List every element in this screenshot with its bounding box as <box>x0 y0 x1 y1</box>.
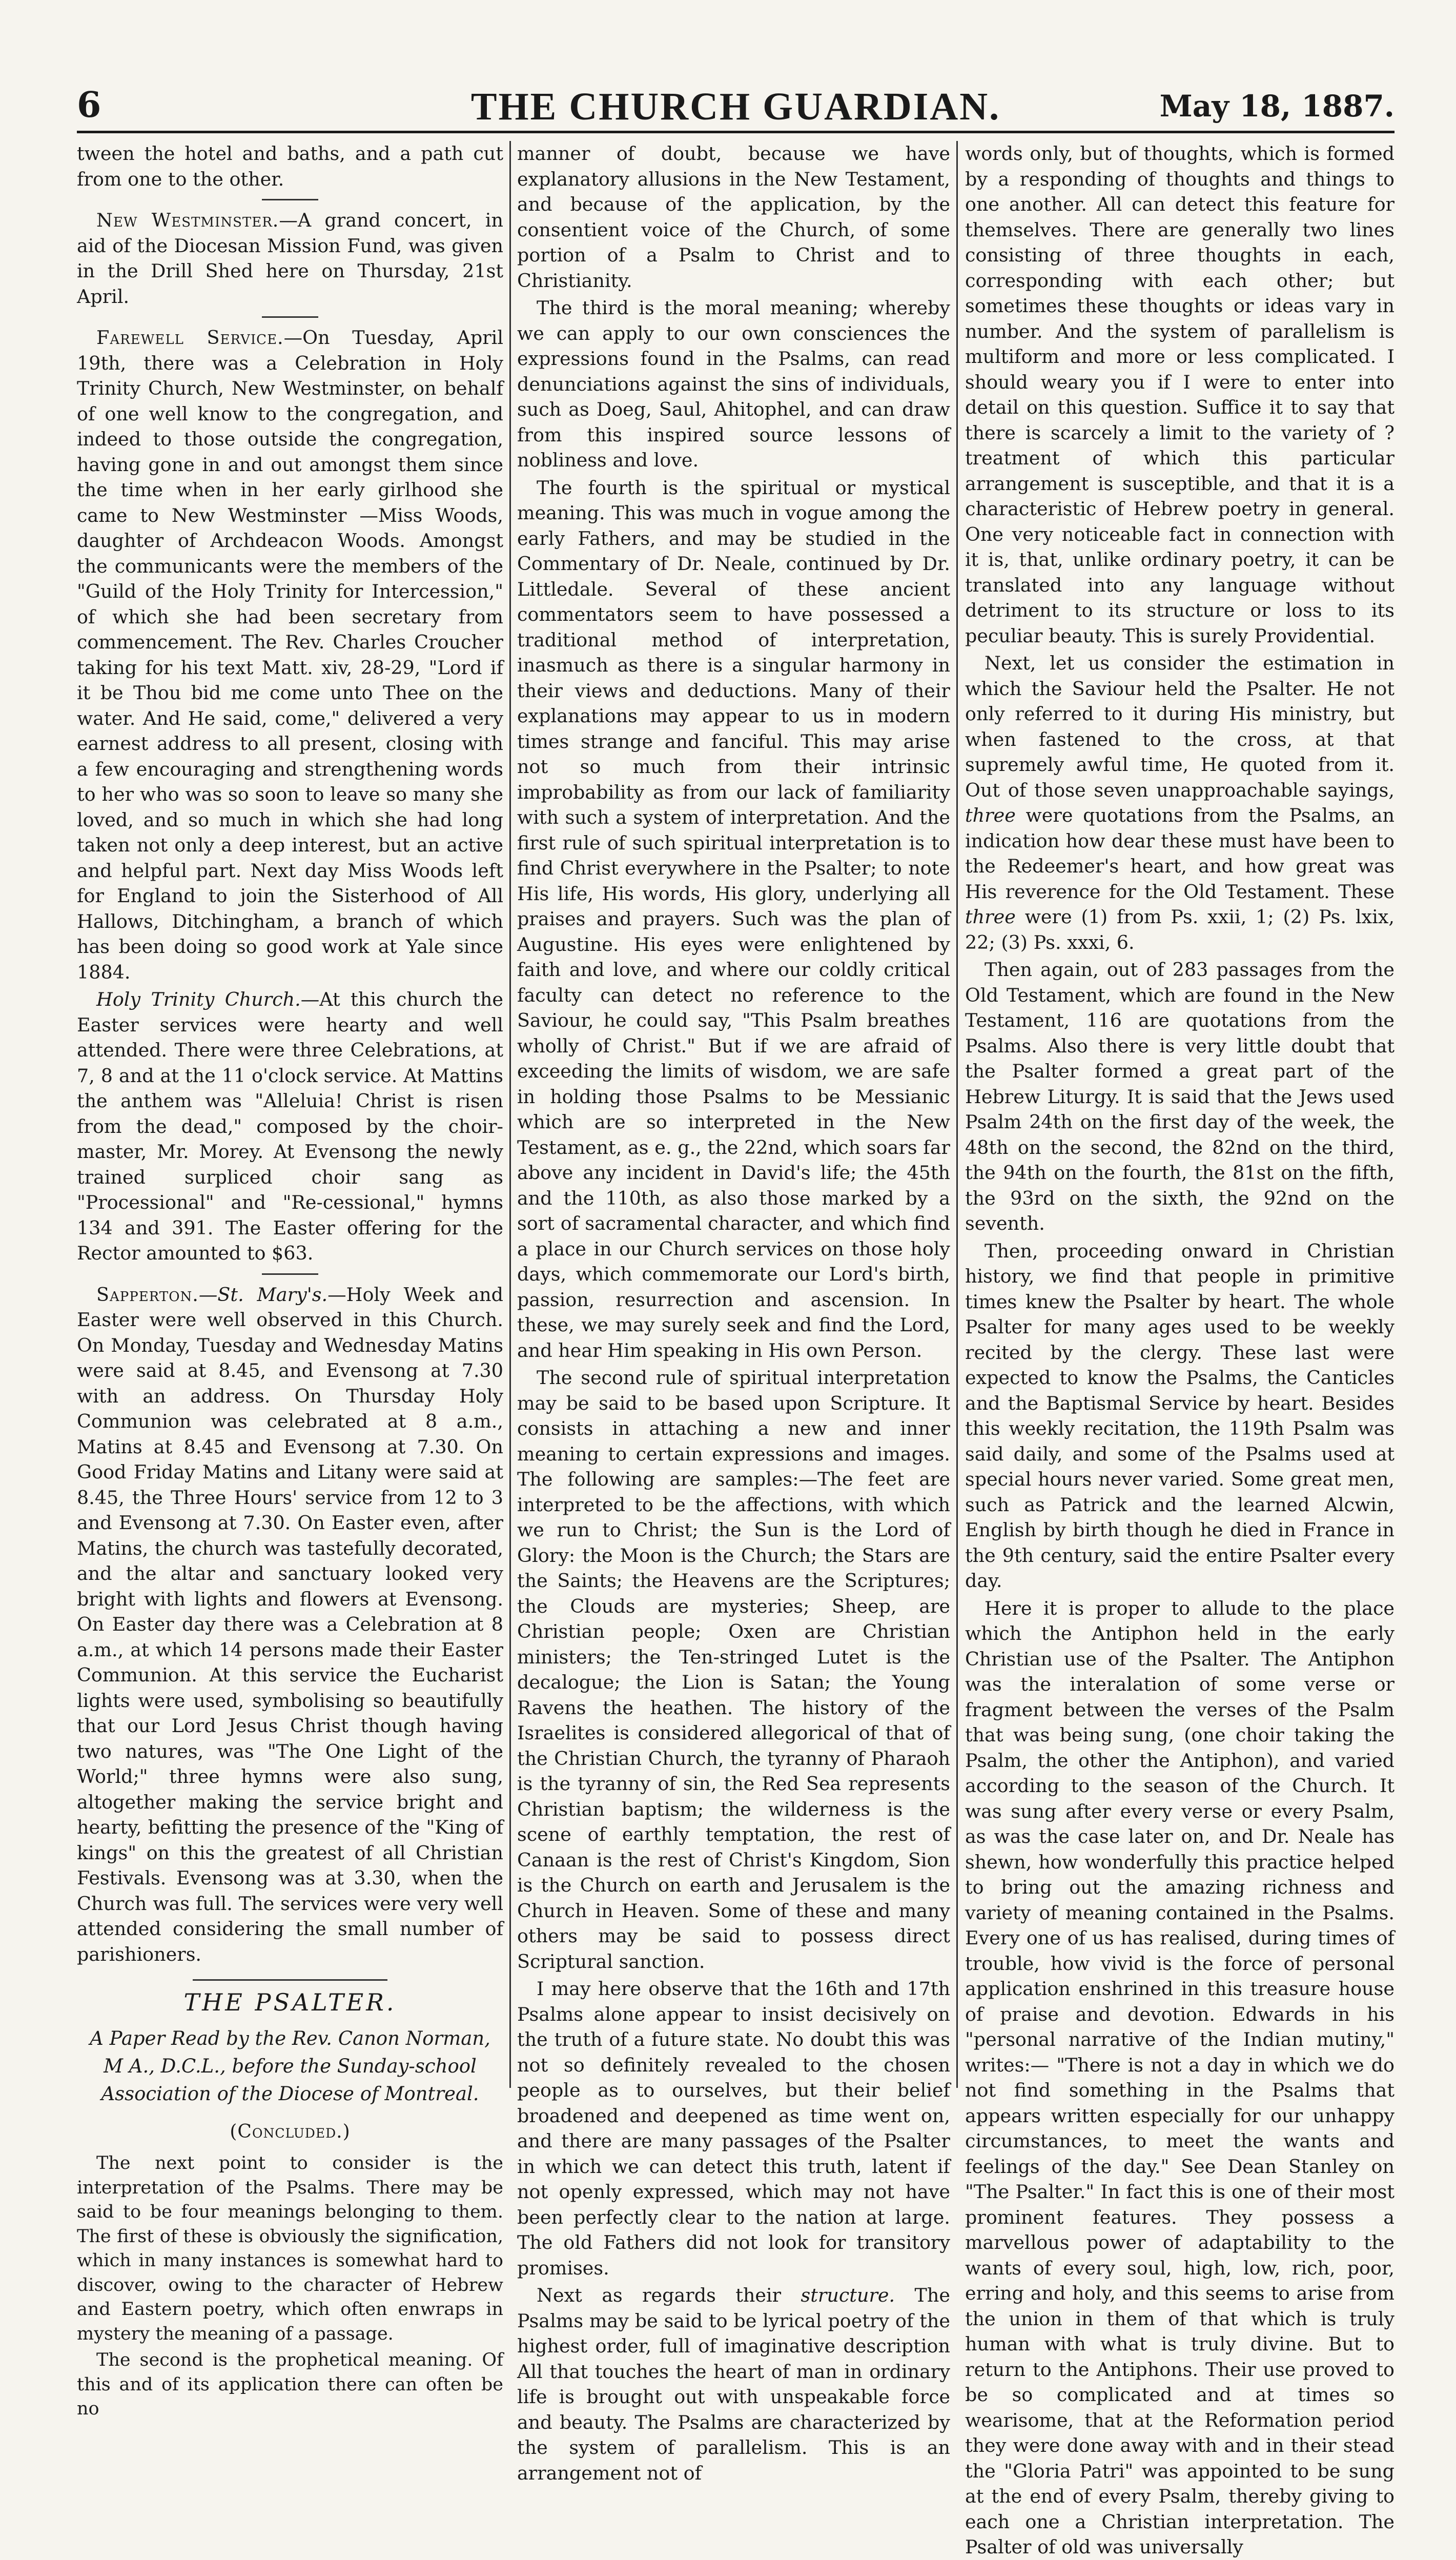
item-label: Farewell Service. <box>96 327 284 349</box>
column-1 <box>77 141 511 2419</box>
paragraph <box>77 987 503 1266</box>
paragraph: The fourth is the spiritual or mystical meaning. This was much in vogue among the early Fathers, and may be studied in the Commentary of Dr. Neale, continued by Dr. Littledale. Several of these ancient commentators seem to have possessed a traditional method of interpretation, inasmuch as there is a singular harmony in their views and deductions. Many of their explanations may appear to us in modern times strange and fanciful. This may arise not so much from their intrinsic improbability as from our lack of familiarity with such a system of interpretation. And the first rule of such spiritual interpretation is to find Christ everywhere in the Psalter; to note His life, His words, His glory, underlying all praises and prayers. Such was the plan of Augustine. His eyes were enlightened by faith and love, and where our coldly critical faculty can detect no reference to the Saviour, he could say, "This Psalm breathes wholly of Christ." But if we are afraid of exceeding the limits of wisdom, we are safe in holding those Psalms to be Messianic which are so interpreted in the New Testament, as e. g., the 22nd, which soars far above any incident in David's life; the 45th and the 110th, as also those marked by a sort of sacramental character, and which find a place in our Church services on those holy days, which commemorate our Lord's birth, passion, resurrection and ascension. In these, we may surely seek and find the Lord, and hear Him speaking in His own Person. <box>517 476 950 1362</box>
paragraph: tween the hotel and baths, and a path cut from one to the other. <box>77 143 503 190</box>
item-text: —A grand concert, in aid of the Diocesan Mission Fund, was given in the Drill Shed here on Thursday, 21st April. <box>77 209 503 308</box>
paragraph <box>965 651 1395 955</box>
paragraph: The second is the prophetical meaning. Of this and of its application there can often be no <box>77 2350 503 2419</box>
column-2 <box>511 141 958 2484</box>
item-text: —On Tuesday, April 19th, there was a Celebration in Holy Trinity Church, New Westminster, on behalf of one well know to the congregation, and indeed to those outside the congregation, having gone in and out amongst them since the time when in her early girlhood she came to New Westminster —Miss Woods, daughter of Archdeacon Woods. Amongst the communicants were the members of the "Guild of the Holy Trinity for Intercession," of which she had been secretary from commencement. The Rev. Charles Croucher taking for his text Matt. xiv, 28-29, "Lord if it be Thou bid me come unto Thee on the water. And He said, come," delivered a very earnest address to all present, closing with a few encouraging and strengthening words to her who was so soon to leave so many she loved, and so much in which she had long taken not only a deep interest, but an active and helpful part. Next day Miss Woods left for England to join the Sisterhood of All Hallows, Ditchingham, a branch of which has been doing so good work at Yale since 1884. <box>77 327 503 983</box>
item-text: The Psalms may be said to be lyrical poetry of the highest order, full of imaginative description All that touches the heart of man in ordinary life is brought out with unspeakable force and beauty. The Psalms are characterized by the system of parallelism. This is an arrangement not of <box>517 2284 950 2484</box>
paragraph <box>77 1282 503 1967</box>
issue-date: May 18, 1887. <box>1159 89 1395 124</box>
item-text: Next, let us consider the estimation in which the Saviour held the Psalter. He not only referred to it during His ministry, but when fastened to the cross, at that supremely awful time, He quoted from it. Out of those seven unapproachable sayings, <box>965 652 1395 801</box>
divider <box>193 1979 387 1981</box>
article-columns <box>77 141 1395 2558</box>
item-text: were quotations from the Psalms, an indication how dear these must have been to the Redeemer's heart, and how great was His reverence for the Old Testament. These <box>965 804 1395 903</box>
masthead <box>77 85 1395 133</box>
item-text: whereby we can apply to our own consciences the expressions found in the Psalms, can read denunciations against the sins of individuals, such as Doeg, Saul, Ahitophel, and can draw from this inspired source lessons of nobliness and love. <box>517 297 950 471</box>
paragraph <box>77 325 503 985</box>
item-text: —Holy Week and Easter were well observed in this Church. On Monday, Tuesday and Wednesday Matins were said at 8.45, and Evensong at 7.30 with an address. On Thursday Holy Communion was celebrated at 8 a.m., Matins at 8.45 and Evensong at 7.30. On Good Friday Matins and Litany were said at 8.45, the Three Hours' service from 12 to 3 and Evensong at 7.30. On Easter even, after Matins, the church was tastefully decorated, and the altar and sanctuary looked very bright with lights and flowers at Evensong. On Easter day there was a Celebration at 8 a.m., at which 14 persons made their Easter Communion. At this service the Eucharist lights were used, symbolising so beautifully that our Lord Jesus Christ though having two natures, was "The One Light of the World;" three hymns were also sung, altogether making the service bright and hearty, befitting the presence of the "King of kings" on this the greatest of all Christian Festivals. Evensong was at 3.30, when the Church was full. The services were very well attended considering the small number of parishioners. <box>77 1283 503 1965</box>
paragraph <box>77 208 503 309</box>
paragraph <box>517 295 950 473</box>
paragraph <box>517 2283 950 2486</box>
item-label: Holy Trinity Church. <box>96 988 301 1010</box>
item-text: Next as regards their <box>537 2284 801 2306</box>
paragraph: Then, proceeding onward in Christian history, we find that people in primitive times knew the Psalter by heart. The whole Psalter for many ages used to be weekly recited by the clergy. These last were expected to know the Psalms, the Canticles and the Baptismal Service by heart. Besides this weekly recitation, the 119th Psalm was said daily, and some of the Psalms used at special hours never varied. Some great men, such as Patrick and the learned Alcwin, English by birth though he died in France in the 9th century, said the entire Psalter every day. <box>965 1240 1395 1592</box>
paragraph: manner of doubt, because we have explanatory allusions in the New Testament, and because of the application, by the consentient voice of the Church, of some portion of a Psalm to Christ and to Christianity. <box>517 143 950 292</box>
item-emphasis: three <box>965 906 1016 928</box>
divider <box>262 316 318 318</box>
item-emphasis: three <box>965 804 1016 826</box>
item-emphasis: structure. <box>801 2284 895 2306</box>
paragraph: Here it is proper to allude to the place which the Antiphon held in the early Christian use of the Psalter. The Antiphon was the interalation of some verse or fragment between the verses of the Psalm that was being sung, (one choir taking the Psalm, the other the Antiphon), and varied according to the season of the Church. It was sung after every verse or every Psalm, as was the case later on, and Dr. Neale has shewn, how wonderfully this practice helped to bring out the amazing richness and variety of meaning contained in the Psalms. Every one of us has realised, during times of trouble, how vivid is the force of personal application enshrined in this treasure house of praise and devotion. Edwards in his "personal narrative of the Indian mutiny," writes:— "There is not a day in which we do not find something in the Psalms that appears written especially for our unhappy circumstances, to meet the wants and feelings of the day." See Dean Stanley on "The Psalter." In fact this is one of their most prominent features. They possess a marvellous power of adaptability to the wants of every soul, high, low, rich, poor, erring and holy, and this seems to arise from the union in them of that which is truly human with what is truly divine. But to return to the Antiphons. Their use proved to be so complicated and at times so wearisome, that at the Reformation period they were done away with and in their stead the "Gloria Patri" was appointed to be sung at the end of every Psalm, thereby giving to each one a Christian interpretation. The Psalter of old was universally <box>965 1597 1395 2558</box>
paragraph: words only, but of thoughts, which is formed by a responding of thoughts and things to one another. All can detect this feature for themselves. There are generally two lines consisting of three thoughts in each, corresponding with each other; but sometimes these thoughts or ideas vary in number. And the system of parallelism is multiform and more or less complicated. I should weary you if I were to enter into detail on this question. Suffice it to say that there is scarcely a limit to the variety of ?treatment of which this particular arrangement is susceptible, and that it is a characteristic of Hebrew poetry in general. One very noticeable fact in connection with it is, that, unlike ordinary poetry, it can be translated into any language without detriment to its structure or loss to its peculiar beauty. This is surely Providential. <box>965 143 1395 647</box>
paragraph: I may here observe that the 16th and 17th Psalms alone appear to insist decisively on the truth of a future state. No doubt this was not so definitely revealed to the chosen people as to ourselves, but their belief broadened and deepened as time went on, and there are many passages of the Psalter in which we can detect this truth, latent if not openly expressed, which may not have been perfectly clear to the nation at large. The old Fathers did not look for transitory promises. <box>517 1978 950 2279</box>
item-text: The third is the moral meaning; <box>537 297 859 319</box>
paragraph: Then again, out of 283 passages from the Old Testament, which are found in the New Testament, 116 are quotations from the Psalms. Also there is very little doubt that the Psalter formed a great part of the Hebrew Liturgy. It is said that the Jews used Psalm 24th on the first day of the week, the 48th on the second, the 82nd on the third, the 94th on the fourth, the 81st on the fifth, the 93rd on the sixth, the 92nd on the seventh. <box>965 959 1395 1234</box>
paragraph: The next point to consider is the interpretation of the Psalms. There may be said to be four meanings belonging to them. The first of these is obviously the signification, which in many instances is somewhat hard to discover, owing to the character of Hebrew and Eastern poetry, which often enwraps in mystery the meaning of a passage. <box>77 2153 503 2344</box>
item-text: —At this church the Easter services were hearty and well attended. There were three Celebrations, at 7, 8 and at the 11 o'clock service. At Mattins the anthem was "Alleluia! Christ is risen from the dead," composed by the choir-master, Mr. Morey. At Evensong the newly trained surpliced choir sang as "Processional" and "Re-cessional," hymns 134 and 391. The Easter offering for the Rector amounted to $63. <box>77 988 503 1264</box>
divider <box>262 1273 318 1275</box>
item-label: New Westminster. <box>96 209 279 231</box>
page-number: 6 <box>77 85 101 126</box>
section-heading: THE PSALTER. <box>183 1988 397 2016</box>
paragraph: The second rule of spiritual interpretation may be said to be based upon Scripture. It consists in attaching a new and inner meaning to certain expressions and images. The following are samples:—The feet are interpreted to be the affections, with which we run to Christ; the Sun is the Lord of Glory: the Moon is the Church; the Stars are the Saints; the Heavens are the Scriptures; the Clouds are mysteries; Sheep, are Christian people; Oxen are Christian ministers; the Ten-stringed Lutet is the decalogue; the Lion is Satan; the Young Ravens the heathen. The history of the Israelites is considered allegorical of that of the Christian Church, the tyranny of Pharaoh is the tyranny of sin, the Red Sea represents Christian baptism; the wilderness is the scene of earthly temptation, the rest of Canaan is the rest of Christ's Kingdom, Sion is the Church on earth and Jerusalem is the Church in Heaven. Some of these and many others may be said to possess direct Scriptural sanction. <box>517 1367 950 1973</box>
item-label: Sapperton. <box>96 1283 199 1306</box>
byline: A Paper Read by the Rev. Canon Norman, M A., D.C.L., before the Sunday-school Association of the Diocese of Montreal. <box>90 2027 490 2105</box>
item-sublabel: —St. Mary's. <box>198 1283 328 1306</box>
continued-note: (Concluded.) <box>230 2121 351 2142</box>
column-3 <box>958 141 1395 2558</box>
newspaper-title: THE CHURCH GUARDIAN. <box>470 85 1001 128</box>
divider <box>262 199 318 200</box>
item-text: were (1) from Ps. xxii, 1; (2) Ps. lxix, 22; (3) Ps. xxxi, 6. <box>965 906 1395 953</box>
